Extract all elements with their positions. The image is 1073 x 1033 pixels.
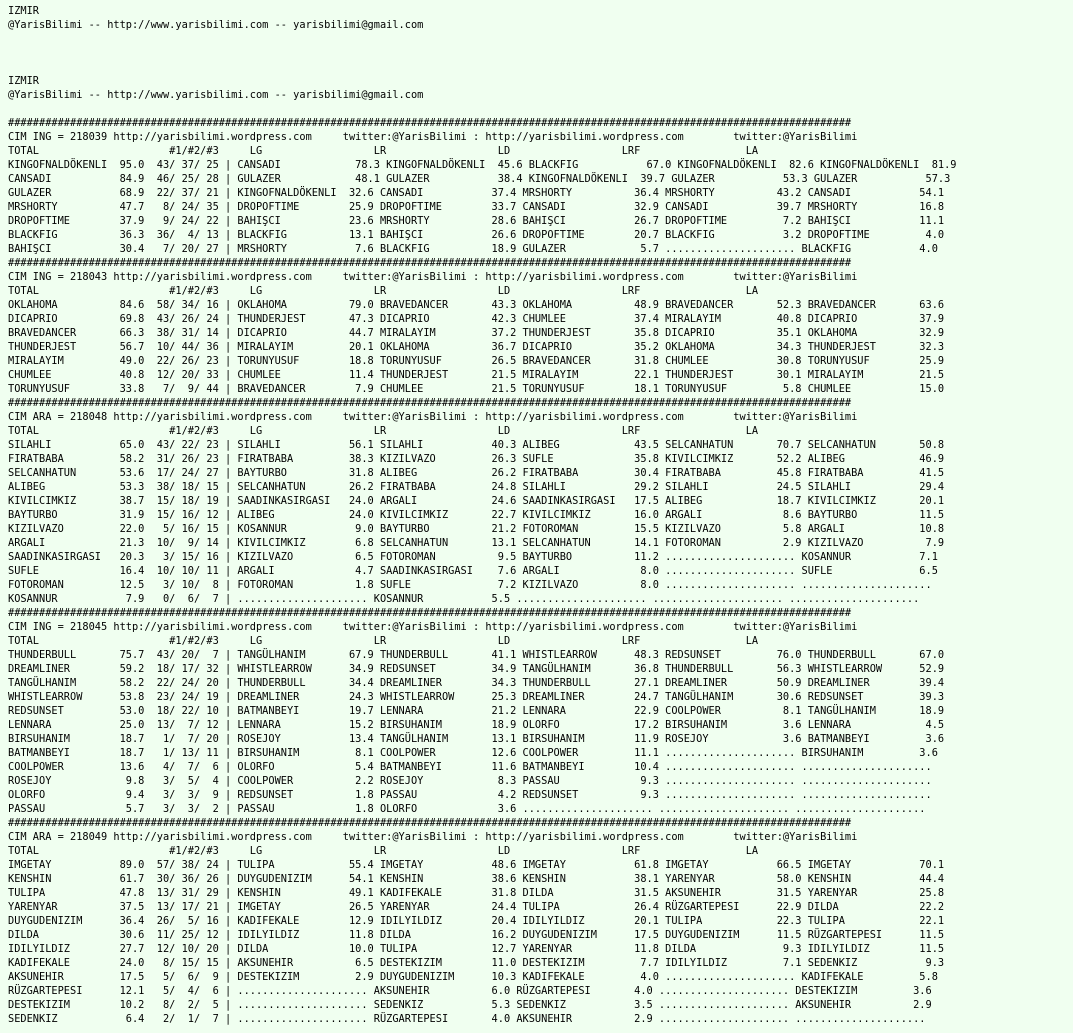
text-line: CANSADI 84.9 46/ 25/ 28 | GULAZER 48.1 GULAZER 38.4 KINGOFNALDÖKENLI 39.7 GULAZER 53.3 GULAZER 57.3: [8, 173, 951, 185]
text-line: DUYGUDENIZIM 36.4 26/ 5/ 16 | KADIFEKALE 12.9 IDILYILDIZ 20.4 IDILYILDIZ 20.1 TULIPA 22.3 TULIPA 22.1: [8, 915, 945, 927]
text-line: CIM ING = 218043 http://yarisbilimi.wordpress.com twitter:@YarisBilimi : http://yarisbilimi.wordpress.com twitter:@YarisBilimi: [8, 271, 858, 283]
text-line: ALIBEG 53.3 38/ 18/ 15 | SELCANHATUN 26.2 FIRATBABA 24.8 SILAHLI 29.2 SILAHLI 24.5 SILAHLI 29.4: [8, 481, 945, 493]
text-line: IZMIR: [8, 5, 39, 17]
text-line: COOLPOWER 13.6 4/ 7/ 6 | OLORFO 5.4 BATMANBEYI 11.6 BATMANBEYI 10.4 ..................... .....................: [8, 761, 932, 773]
text-line: TOTAL #1/#2/#3 LG LR LD LRF LA: [8, 425, 759, 437]
text-line: CHUMLEE 40.8 12/ 20/ 33 | CHUMLEE 11.4 THUNDERJEST 21.5 MIRALAYIM 22.1 THUNDERJEST 30.1 MIRALAYIM 21.5: [8, 369, 945, 381]
text-line: THUNDERBULL 75.7 43/ 20/ 7 | TANGÜLHANIM 67.9 THUNDERBULL 41.1 WHISTLEARROW 48.3 REDSUNSET 76.0 THUNDERBULL 67.0: [8, 649, 945, 661]
text-line: CIM ARA = 218048 http://yarisbilimi.wordpress.com twitter:@YarisBilimi : http://yarisbilimi.wordpress.com twitter:@YarisBilimi: [8, 411, 858, 423]
text-line: BAYTURBO 31.9 15/ 16/ 12 | ALIBEG 24.0 KIVILCIMKIZ 22.7 KIVILCIMKIZ 16.0 ARGALI 8.6 BAYTURBO 11.5: [8, 509, 945, 521]
text-line: [8, 60, 1073, 74]
text-line: IMGETAY 89.0 57/ 38/ 24 | TULIPA 55.4 IMGETAY 48.6 IMGETAY 61.8 IMGETAY 66.5 IMGETAY 70.1: [8, 859, 945, 871]
text-line: ARGALI 21.3 10/ 9/ 14 | KIVILCIMKIZ 6.8 SELCANHATUN 13.1 SELCANHATUN 14.1 FOTOROMAN 2.9 KIZILVAZO 7.9: [8, 537, 945, 549]
text-line: @YarisBilimi -- http://www.yarisbilimi.com -- yarisbilimi@gmail.com: [8, 89, 424, 101]
text-line: TOTAL #1/#2/#3 LG LR LD LRF LA: [8, 145, 759, 157]
text-line: ########################################################################################################################################: [8, 397, 852, 409]
text-line: KADIFEKALE 24.0 8/ 15/ 15 | AKSUNEHIR 6.5 DESTEKIZIM 11.0 DESTEKIZIM 7.7 IDILYILDIZ 7.1 SEDENKIZ 9.3: [8, 957, 945, 969]
text-line: TOTAL #1/#2/#3 LG LR LD LRF LA: [8, 285, 759, 297]
text-line: LENNARA 25.0 13/ 7/ 12 | LENNARA 15.2 BIRSUHANIM 18.9 OLORFO 17.2 BIRSUHANIM 3.6 LENNARA 4.5: [8, 719, 945, 731]
text-line: IDILYILDIZ 27.7 12/ 10/ 20 | DILDA 10.0 TULIPA 12.7 YARENYAR 11.8 DILDA 9.3 IDILYILDIZ 11.5: [8, 943, 945, 955]
text-line: GULAZER 68.9 22/ 37/ 21 | KINGOFNALDÖKENLI 32.6 CANSADI 37.4 MRSHORTY 36.4 MRSHORTY 43.2 CANSADI 54.1: [8, 187, 945, 199]
text-line: ########################################################################################################################################: [8, 817, 852, 829]
text-line: YARENYAR 37.5 13/ 17/ 21 | IMGETAY 26.5 YARENYAR 24.4 TULIPA 26.4 RÜZGARTEPESI 22.9 DILDA 22.2: [8, 901, 945, 913]
text-line: ########################################################################################################################################: [8, 607, 852, 619]
text-line: [8, 102, 1073, 116]
text-line: CIM ING = 218045 http://yarisbilimi.wordpress.com twitter:@YarisBilimi : http://yarisbilimi.wordpress.com twitter:@YarisBilimi: [8, 621, 858, 633]
text-line: SILAHLI 65.0 43/ 22/ 23 | SILAHLI 56.1 SILAHLI 40.3 ALIBEG 43.5 SELCANHATUN 70.7 SELCANHATUN 50.8: [8, 439, 945, 451]
text-line: OKLAHOMA 84.6 58/ 34/ 16 | OKLAHOMA 79.0 BRAVEDANCER 43.3 OKLAHOMA 48.9 BRAVEDANCER 52.3 BRAVEDANCER 63.6: [8, 299, 945, 311]
text-line: TULIPA 47.8 13/ 31/ 29 | KENSHIN 49.1 KADIFEKALE 31.8 DILDA 31.5 AKSUNEHIR 31.5 YARENYAR 25.8: [8, 887, 945, 899]
text-line: THUNDERJEST 56.7 10/ 44/ 36 | MIRALAYIM 20.1 OKLAHOMA 36.7 DICAPRIO 35.2 OKLAHOMA 34.3 THUNDERJEST 32.3: [8, 341, 945, 353]
text-line: CIM ING = 218039 http://yarisbilimi.wordpress.com twitter:@YarisBilimi : http://yarisbilimi.wordpress.com twitter:@YarisBilimi: [8, 131, 858, 143]
text-line: DROPOFTIME 37.9 9/ 24/ 22 | BAHIŞCI 23.6 MRSHORTY 28.6 BAHIŞCI 26.7 DROPOFTIME 7.2 BAHIŞCI 11.1: [8, 215, 945, 227]
text-line: DICAPRIO 69.8 43/ 26/ 24 | THUNDERJEST 47.3 DICAPRIO 42.3 CHUMLEE 37.4 MIRALAYIM 40.8 DICAPRIO 37.9: [8, 313, 945, 325]
text-line: [8, 46, 1073, 60]
text-line: ROSEJOY 9.8 3/ 5/ 4 | COOLPOWER 2.2 ROSEJOY 8.3 PASSAU 9.3 ..................... .....................: [8, 775, 932, 787]
text-line: FOTOROMAN 12.5 3/ 10/ 8 | FOTOROMAN 1.8 SUFLE 7.2 KIZILVAZO 8.0 ..................... .....................: [8, 579, 932, 591]
text-line: OLORFO 9.4 3/ 3/ 9 | REDSUNSET 1.8 PASSAU 4.2 REDSUNSET 9.3 ..................... .....................: [8, 789, 932, 801]
text-line: KOSANNUR 7.9 0/ 6/ 7 | ..................... KOSANNUR 5.5 ..................... ..................... .....................: [8, 593, 920, 605]
text-line: KENSHIN 61.7 30/ 36/ 26 | DUYGUDENIZIM 54.1 KENSHIN 38.6 KENSHIN 38.1 YARENYAR 58.0 KENSHIN 44.4: [8, 873, 945, 885]
text-line: TANGÜLHANIM 58.2 22/ 24/ 20 | THUNDERBULL 34.4 DREAMLINER 34.3 THUNDERBULL 27.1 DREAMLINER 50.9 DREAMLINER 39.4: [8, 677, 945, 689]
text-line: DILDA 30.6 11/ 25/ 12 | IDILYILDIZ 11.8 DILDA 16.2 DUYGUDENIZIM 17.5 DUYGUDENIZIM 11.5 RÜZGARTEPESI 11.5: [8, 929, 945, 941]
text-line: KIZILVAZO 22.0 5/ 16/ 15 | KOSANNUR 9.0 BAYTURBO 21.2 FOTOROMAN 15.5 KIZILVAZO 5.8 ARGALI 10.8: [8, 523, 945, 535]
text-line: SELCANHATUN 53.6 17/ 24/ 27 | BAYTURBO 31.8 ALIBEG 26.2 FIRATBABA 30.4 FIRATBABA 45.8 FIRATBABA 41.5: [8, 467, 945, 479]
text-line: KIVILCIMKIZ 38.7 15/ 18/ 19 | SAADINKASIRGASI 24.0 ARGALI 24.6 SAADINKASIRGASI 17.5 ALIBEG 18.7 KIVILCIMKIZ 20.1: [8, 495, 945, 507]
text-line: REDSUNSET 53.0 18/ 22/ 10 | BATMANBEYI 19.7 LENNARA 21.2 LENNARA 22.9 COOLPOWER 8.1 TANGÜLHANIM 18.9: [8, 705, 945, 717]
text-line: [8, 32, 1073, 46]
text-line: AKSUNEHIR 17.5 5/ 6/ 9 | DESTEKIZIM 2.9 DUYGUDENIZIM 10.3 KADIFEKALE 4.0 ..................... KADIFEKALE 5.8: [8, 971, 938, 983]
text-line: TOTAL #1/#2/#3 LG LR LD LRF LA: [8, 635, 759, 647]
text-line: IZMIR: [8, 75, 39, 87]
text-line: DESTEKIZIM 10.2 8/ 2/ 5 | ..................... SEDENKIZ 5.3 SEDENKIZ 3.5 ..................... AKSUNEHIR 2.9: [8, 999, 932, 1011]
text-line: TOTAL #1/#2/#3 LG LR LD LRF LA: [8, 845, 759, 857]
text-line: PASSAU 5.7 3/ 3/ 2 | PASSAU 1.8 OLORFO 3.6 ..................... ..................... .....................: [8, 803, 926, 815]
text-line: BRAVEDANCER 66.3 38/ 31/ 14 | DICAPRIO 44.7 MIRALAYIM 37.2 THUNDERJEST 35.8 DICAPRIO 35.1 OKLAHOMA 32.9: [8, 327, 945, 339]
text-line: DREAMLINER 59.2 18/ 17/ 32 | WHISTLEARROW 34.9 REDSUNSET 34.9 TANGÜLHANIM 36.8 THUNDERBULL 56.3 WHISTLEARROW 52.9: [8, 663, 945, 675]
text-line: BAHIŞCI 30.4 7/ 20/ 27 | MRSHORTY 7.6 BLACKFIG 18.9 GULAZER 5.7 ..................... BLACKFIG 4.0: [8, 243, 938, 255]
text-line: SEDENKIZ 6.4 2/ 1/ 7 | ..................... RÜZGARTEPESI 4.0 AKSUNEHIR 2.9 ..................... .....................: [8, 1013, 926, 1025]
text-line: TORUNYUSUF 33.8 7/ 9/ 44 | BRAVEDANCER 7.9 CHUMLEE 21.5 TORUNYUSUF 18.1 TORUNYUSUF 5.8 CHUMLEE 15.0: [8, 383, 945, 395]
text-line: SUFLE 16.4 10/ 10/ 11 | ARGALI 4.7 SAADINKASIRGASI 7.6 ARGALI 8.0 ..................... SUFLE 6.5: [8, 565, 938, 577]
text-line: KINGOFNALDÖKENLI 95.0 43/ 37/ 25 | CANSADI 78.3 KINGOFNALDÖKENLI 45.6 BLACKFIG 67.0 KINGOFNALDÖKENLI 82.6 KINGOFNALDÖKENLI 81.9: [8, 159, 957, 171]
text-line: BLACKFIG 36.3 36/ 4/ 13 | BLACKFIG 13.1 BAHIŞCI 26.6 DROPOFTIME 20.7 BLACKFIG 3.2 DROPOFTIME 4.0: [8, 229, 945, 241]
text-line: CIM ARA = 218049 http://yarisbilimi.wordpress.com twitter:@YarisBilimi : http://yarisbilimi.wordpress.com twitter:@YarisBilimi: [8, 831, 858, 843]
text-line: MRSHORTY 47.7 8/ 24/ 35 | DROPOFTIME 25.9 DROPOFTIME 33.7 CANSADI 32.9 CANSADI 39.7 MRSHORTY 16.8: [8, 201, 945, 213]
text-line: BATMANBEYI 18.7 1/ 13/ 11 | BIRSUHANIM 8.1 COOLPOWER 12.6 COOLPOWER 11.1 ..................... BIRSUHANIM 3.6: [8, 747, 938, 759]
text-line: WHISTLEARROW 53.8 23/ 24/ 19 | DREAMLINER 24.3 WHISTLEARROW 25.3 DREAMLINER 24.7 TANGÜLHANIM 30.6 REDSUNSET 39.3: [8, 691, 945, 703]
text-line: MIRALAYIM 49.0 22/ 26/ 23 | TORUNYUSUF 18.8 TORUNYUSUF 26.5 BRAVEDANCER 31.8 CHUMLEE 30.8 TORUNYUSUF 25.9: [8, 355, 945, 367]
text-line: BIRSUHANIM 18.7 1/ 7/ 20 | ROSEJOY 13.4 TANGÜLHANIM 13.1 BIRSUHANIM 11.9 ROSEJOY 3.6 BATMANBEYI 3.6: [8, 733, 945, 745]
text-line: @YarisBilimi -- http://www.yarisbilimi.com -- yarisbilimi@gmail.com: [8, 19, 424, 31]
text-line: ########################################################################################################################################: [8, 117, 852, 129]
text-line: FIRATBABA 58.2 31/ 26/ 23 | FIRATBABA 38.3 KIZILVAZO 26.3 SUFLE 35.8 KIVILCIMKIZ 52.2 ALIBEG 46.9: [8, 453, 945, 465]
text-line: ########################################################################################################################################: [8, 257, 852, 269]
text-line: SAADINKASIRGASI 20.3 3/ 15/ 16 | KIZILVAZO 6.5 FOTOROMAN 9.5 BAYTURBO 11.2 ..................... KOSANNUR 7.1: [8, 551, 938, 563]
text-line: RÜZGARTEPESI 12.1 5/ 4/ 6 | ..................... AKSUNEHIR 6.0 RÜZGARTEPESI 4.0 ..................... DESTEKIZIM 3.6: [8, 985, 932, 997]
